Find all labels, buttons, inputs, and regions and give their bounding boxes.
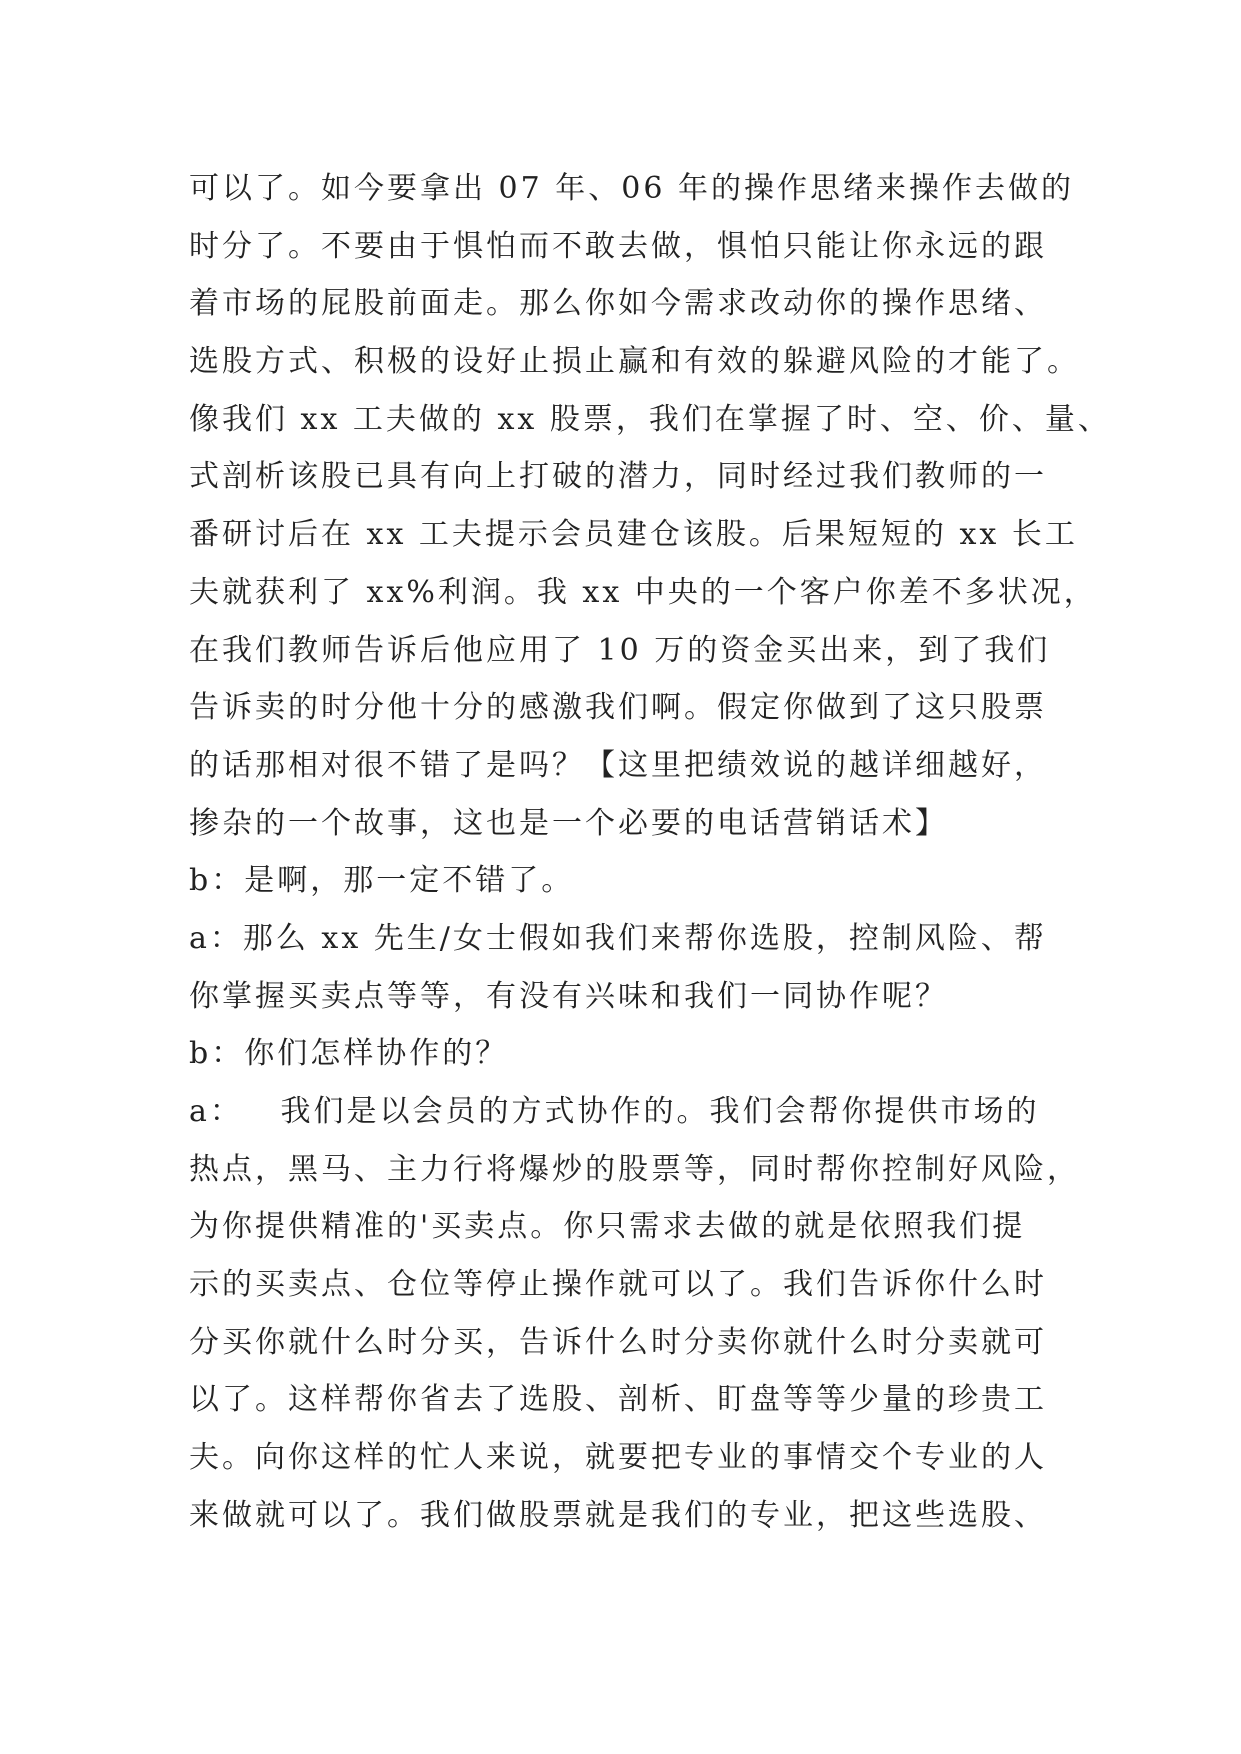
- document-body: [189, 160, 1111, 1545]
- text-line: 式剖析该股已具有向上打破的潜力，同时经过我们教师的一: [189, 459, 1047, 495]
- text-line: 告诉卖的时分他十分的感激我们啊。假定你做到了这只股票: [189, 690, 1047, 726]
- dialogue-line-a: a： 我们是以会员的方式协作的。我们会帮你提供市场的: [189, 1094, 1040, 1129]
- text-line: 你掌握买卖点等等，有没有兴味和我们一同协作呢？: [189, 978, 948, 1014]
- text-line: 示的买卖点、仓位等停止操作就可以了。我们告诉你什么时: [189, 1267, 1047, 1303]
- text-line: 番研讨后在 xx 工夫提示会员建仓该股。后果短短的 xx 长工: [189, 517, 1078, 553]
- text-line: 选股方式、积极的设好止损止赢和有效的躲避风险的才能了。: [189, 344, 1080, 380]
- text-line: 掺杂的一个故事，这也是一个必要的电话营销话术】: [189, 805, 948, 841]
- text-line: 来做就可以了。我们做股票就是我们的专业，把这些选股、: [189, 1497, 1047, 1533]
- dialogue-line-b: b：你们怎样协作的？: [189, 1036, 509, 1072]
- text-line: 的话那相对很不错了是吗？【这里把绩效说的越详细越好，: [189, 747, 1047, 783]
- text-line: 在我们教师告诉后他应用了 10 万的资金买出来，到了我们: [189, 632, 1051, 668]
- text-line: 着市场的屁股前面走。那么你如今需求改动你的操作思绪、: [189, 286, 1047, 322]
- text-line: 夫就获利了 xx%利润。我 xx 中央的一个客户你差不多状况，: [189, 574, 1097, 610]
- dialogue-line-a: a：那么 xx 先生/女士假如我们来帮你选股，控制风险、帮: [189, 920, 1047, 956]
- text-line: 为你提供精准的'买卖点。你只需求去做的就是依照我们提: [189, 1209, 1026, 1245]
- text-line: 热点，黑马、主力行将爆炒的股票等，同时帮你控制好风险，: [189, 1151, 1080, 1187]
- dialogue-line-b: b：是啊，那一定不错了。: [189, 863, 575, 899]
- text-line: 可以了。如今要拿出 07 年、06 年的操作思绪来操作去做的: [189, 171, 1074, 206]
- text-line: 时分了。不要由于惧怕而不敢去做，惧怕只能让你永远的跟: [189, 228, 1047, 264]
- text-line: 像我们 xx 工夫做的 xx 股票，我们在掌握了时、空、价、量、: [189, 401, 1111, 437]
- text-line: 夫。向你这样的忙人来说，就要把专业的事情交个专业的人: [189, 1440, 1047, 1476]
- text-line: 分买你就什么时分买，告诉什么时分卖你就什么时分卖就可: [189, 1324, 1047, 1360]
- text-line: 以了。这样帮你省去了选股、剖析、盯盘等等少量的珍贵工: [189, 1382, 1047, 1418]
